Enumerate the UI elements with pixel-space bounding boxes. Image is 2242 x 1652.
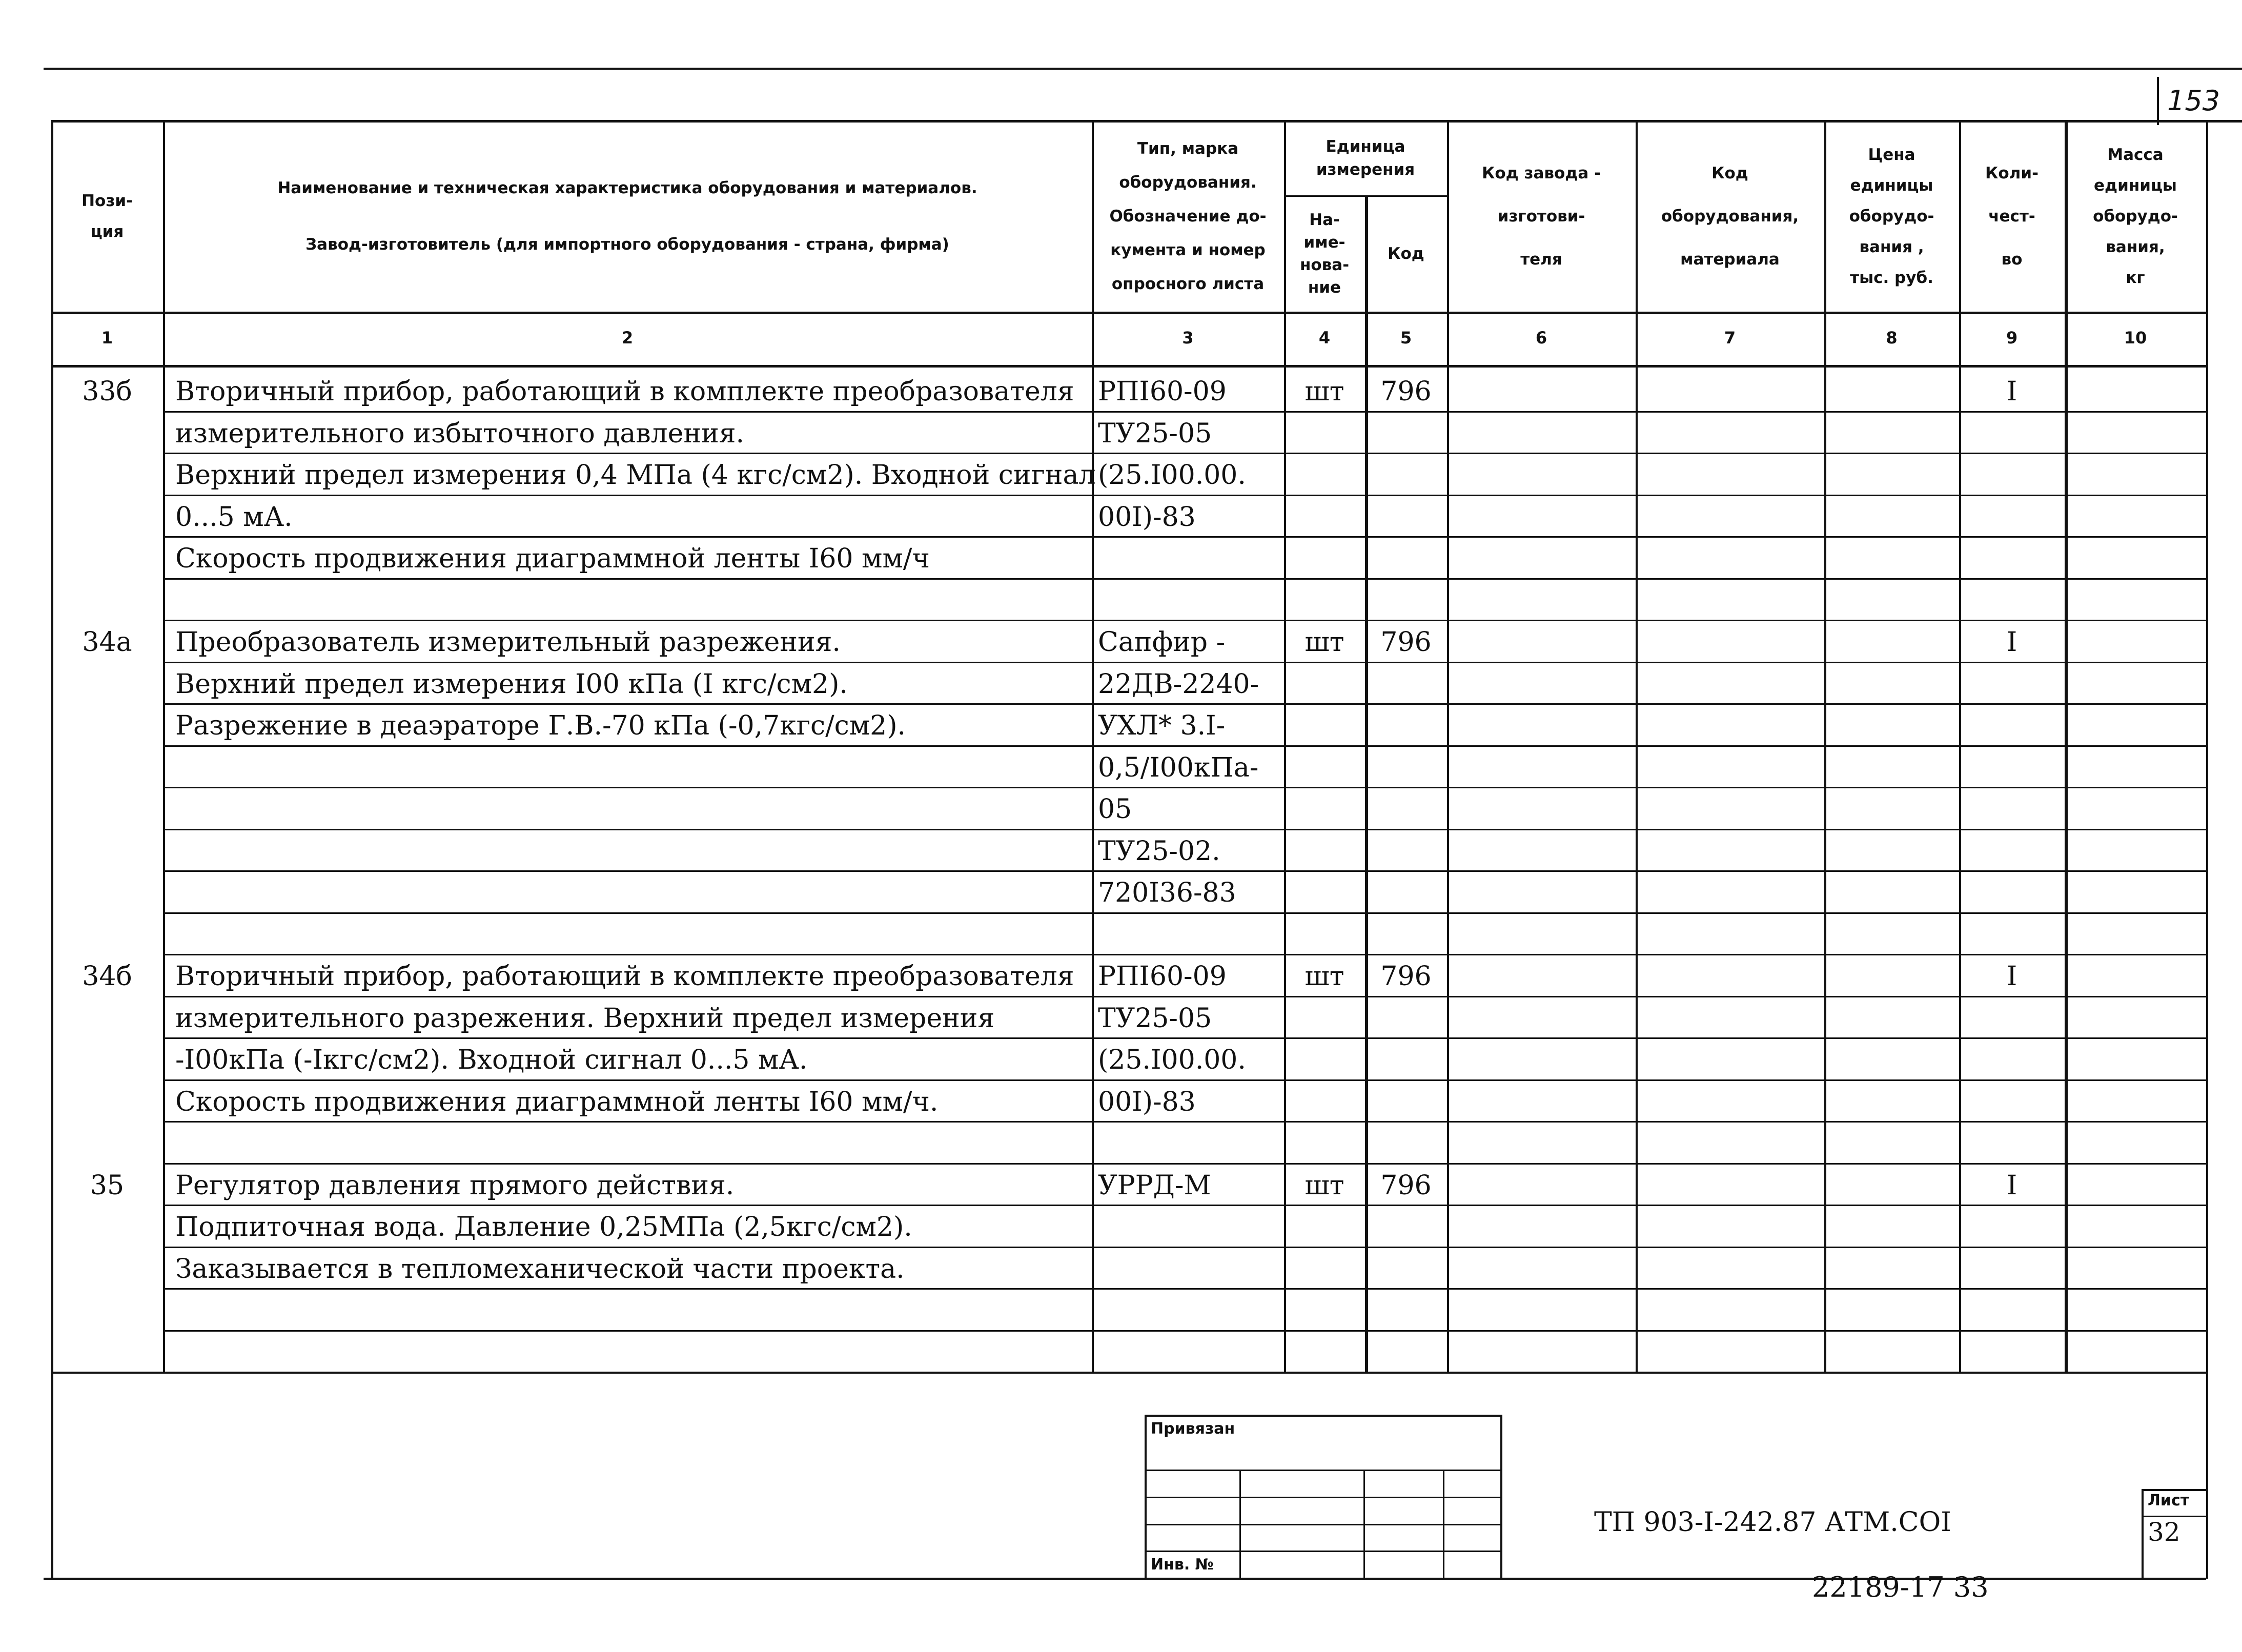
sheet-box-left <box>2142 1489 2144 1579</box>
header-line: Тип, марка <box>1137 139 1239 158</box>
row-divider <box>163 536 2206 538</box>
name-cell: 0...5 мА. <box>175 501 293 533</box>
unit-code-cell: 796 <box>1380 627 1432 658</box>
quantity-cell: I <box>2006 627 2017 658</box>
type-cell: Сапфир - <box>1098 627 1226 658</box>
name-cell: Преобразователь измерительный разрежения. <box>175 627 841 658</box>
header-line: Обозначение до- <box>1109 207 1267 226</box>
header-line: вания, <box>2106 238 2165 256</box>
header-bottom-border <box>51 312 2206 314</box>
corner-sheet-number: 153 <box>2167 85 2220 117</box>
sheet-box-top <box>2142 1489 2206 1491</box>
quantity-cell: I <box>2006 376 2017 407</box>
header-line: опросного листа <box>1111 275 1265 293</box>
row-divider <box>163 996 2206 997</box>
unit-code-cell: 796 <box>1380 961 1432 992</box>
stamp-col-1 <box>1239 1470 1241 1579</box>
header-line: Коли- <box>1985 164 2039 182</box>
column-number: 3 <box>1182 328 1194 348</box>
unit-name-cell: шт <box>1305 961 1344 992</box>
name-cell: Разрежение в деаэраторе Г.В.-70 кПа (-0,7кгс/см2). <box>175 710 906 741</box>
stamp-line-2 <box>1146 1497 1502 1498</box>
header-unit-code <box>1365 195 1447 312</box>
header-line: ние <box>1308 278 1341 297</box>
column-number: 7 <box>1724 328 1736 348</box>
name-cell: Верхний предел измерения I00 кПа (I кгс/см2). <box>175 668 848 700</box>
row-divider <box>163 870 2206 872</box>
row-divider <box>163 1079 2206 1081</box>
header-type <box>1092 121 1284 312</box>
type-cell: ТУ25-02. <box>1098 835 1220 867</box>
header-name <box>163 121 1092 312</box>
header-line: тыс. руб. <box>1850 269 1933 287</box>
numbers-bottom-border <box>51 365 2206 368</box>
header-type-text <box>1109 132 1266 301</box>
header-line: Завод-изготовитель (для импортного оборудования - страна, фирма) <box>305 235 949 254</box>
type-cell: РПI60-09 <box>1098 961 1227 992</box>
stamp-col-2 <box>1363 1470 1365 1579</box>
type-cell: (25.I00.00. <box>1098 1045 1246 1075</box>
column-number: 6 <box>1535 328 1547 348</box>
column-number: 4 <box>1318 328 1331 348</box>
row-divider <box>163 453 2206 454</box>
name-cell: измерительного избыточного давления. <box>175 418 745 449</box>
row-divider <box>163 912 2206 914</box>
position-cell: 34б <box>82 961 132 992</box>
header-line: Единица <box>1326 137 1405 156</box>
header-unit-name-text <box>1300 209 1349 299</box>
header-line: единицы <box>1850 176 1933 195</box>
column-number: 5 <box>1400 328 1412 348</box>
column-number: 9 <box>2006 328 2018 348</box>
type-cell: ТУ25-05 <box>1098 1003 1212 1034</box>
stamp-line-3 <box>1146 1524 1502 1525</box>
name-cell: Скорость продвижения диаграммной ленты I60 мм/ч <box>175 543 930 574</box>
sheet-label: Лист <box>2148 1492 2190 1510</box>
row-divider <box>163 1247 2206 1248</box>
header-line: кг <box>2126 269 2145 287</box>
row-divider <box>163 578 2206 580</box>
row-divider <box>163 1037 2206 1039</box>
inventory-label: Инв. № <box>1151 1556 1214 1574</box>
row-divider <box>163 745 2206 747</box>
name-cell: Верхний предел измерения 0,4 МПа (4 кгс/см2). Входной сигнал <box>175 460 1096 491</box>
header-line: Наименование и техническая характеристика оборудования и материалов. <box>277 179 977 197</box>
stamp-line-1 <box>1146 1470 1502 1471</box>
header-line: ция <box>90 222 124 241</box>
header-price <box>1824 121 1959 312</box>
header-quantity-text <box>1985 152 2039 281</box>
linked-label: Привязан <box>1151 1420 1235 1438</box>
name-cell: Подпиточная вода. Давление 0,25МПа (2,5кгс/см2). <box>175 1212 912 1242</box>
header-unit-name <box>1284 195 1365 312</box>
header-factory-code <box>1447 121 1636 312</box>
header-line: име- <box>1303 233 1346 252</box>
column-number: 10 <box>2124 328 2147 348</box>
frame-right <box>2206 121 2208 1579</box>
quantity-cell: I <box>2006 961 2017 992</box>
name-cell: Вторичный прибор, работающий в комплекте преобразователя <box>175 376 1074 407</box>
type-cell: 00I)-83 <box>1098 501 1196 533</box>
type-cell: УРРД-М <box>1098 1170 1211 1201</box>
header-mass-text <box>2093 139 2178 293</box>
top-rule <box>44 68 2242 70</box>
header-position-text <box>81 186 133 247</box>
header-equipment-code-text <box>1661 152 1799 281</box>
header-line: изготови- <box>1497 207 1585 226</box>
position-cell: 34а <box>82 627 132 658</box>
header-line: чест- <box>1988 207 2035 226</box>
unit-code-cell: 796 <box>1380 376 1432 407</box>
header-mass <box>2065 121 2206 312</box>
type-cell: РПI60-09 <box>1098 376 1227 407</box>
header-line: Код <box>1388 244 1424 263</box>
header-factory-code-text <box>1482 152 1601 281</box>
header-unit-group <box>1284 121 1447 195</box>
header-line: измерения <box>1316 160 1415 179</box>
row-divider <box>163 1330 2206 1332</box>
header-position <box>51 121 163 312</box>
header-line: материала <box>1680 250 1780 269</box>
name-cell: измерительного разрежения. Верхний предел измерения <box>175 1003 995 1034</box>
row-divider <box>163 829 2206 830</box>
type-cell: 22ДВ-2240- <box>1098 668 1259 700</box>
header-line: Код завода - <box>1482 164 1601 182</box>
header-name-text <box>277 160 977 273</box>
column-number: 8 <box>1886 328 1898 348</box>
header-unit-group-text <box>1316 135 1415 181</box>
header-unit-code-text <box>1388 238 1424 269</box>
type-cell: 00I)-83 <box>1098 1086 1196 1117</box>
unit-code-cell: 796 <box>1380 1170 1432 1201</box>
header-line: вания , <box>1859 238 1924 256</box>
type-cell: 0,5/I00кПа- <box>1098 752 1259 783</box>
unit-name-cell: шт <box>1305 627 1344 658</box>
row-divider <box>163 1205 2206 1206</box>
column-number: 2 <box>621 328 634 348</box>
stamp-col-3 <box>1443 1470 1444 1579</box>
column-number: 1 <box>101 328 113 348</box>
row-divider <box>163 411 2206 413</box>
quantity-cell: I <box>2006 1170 2017 1201</box>
row-divider <box>163 495 2206 496</box>
row-divider <box>163 787 2206 788</box>
header-line: Пози- <box>81 192 133 210</box>
sheet-value: 32 <box>2148 1517 2180 1547</box>
header-line: оборудования, <box>1661 207 1799 226</box>
type-cell: (25.I00.00. <box>1098 460 1246 491</box>
header-line: оборудо- <box>2093 207 2178 226</box>
position-cell: 33б <box>82 376 132 407</box>
header-line: кумента и номер <box>1110 241 1266 259</box>
header-line: Код <box>1711 164 1748 182</box>
document-code: ТП 903-I-242.87 АТМ.COI <box>1594 1507 1951 1538</box>
row-divider <box>163 1288 2206 1290</box>
type-cell: 05 <box>1098 794 1132 825</box>
type-cell: УХЛ* 3.I- <box>1098 710 1226 741</box>
stamp-top-border <box>1146 1415 1502 1417</box>
header-line: Масса <box>2107 146 2164 164</box>
row-divider <box>163 703 2206 705</box>
name-cell: -I00кПа (-Iкгс/см2). Входной сигнал 0...5 мА. <box>175 1045 808 1075</box>
unit-name-cell: шт <box>1305 1170 1344 1201</box>
archive-number: 22189-17 33 <box>1812 1571 1989 1603</box>
name-cell: Регулятор давления прямого действия. <box>175 1170 735 1201</box>
type-cell: 720I36-83 <box>1098 878 1236 908</box>
row-divider <box>163 1163 2206 1165</box>
table-end-border <box>51 1372 2206 1374</box>
header-line: оборудо- <box>1849 207 1934 226</box>
name-cell: Скорость продвижения диаграммной ленты I60 мм/ч. <box>175 1086 939 1117</box>
row-divider <box>163 954 2206 955</box>
header-line: оборудования. <box>1119 173 1257 192</box>
row-divider <box>163 662 2206 663</box>
type-cell: ТУ25-05 <box>1098 418 1212 449</box>
row-divider <box>163 1121 2206 1123</box>
header-line: теля <box>1520 250 1562 269</box>
header-line: нова- <box>1299 255 1350 274</box>
name-cell: Вторичный прибор, работающий в комплекте преобразователя <box>175 961 1074 992</box>
position-cell: 35 <box>90 1170 125 1201</box>
unit-name-cell: шт <box>1305 376 1344 407</box>
header-equipment-code <box>1636 121 1824 312</box>
header-line: Цена <box>1868 146 1915 164</box>
stamp-line-4 <box>1146 1551 1502 1552</box>
corner-tab-line <box>2157 77 2159 125</box>
header-line: На- <box>1309 210 1340 229</box>
header-quantity <box>1959 121 2065 312</box>
name-cell: Заказывается в тепломеханической части проекта. <box>175 1253 905 1284</box>
header-line: единицы <box>2094 176 2177 195</box>
header-line: во <box>2001 250 2023 269</box>
row-divider <box>163 620 2206 621</box>
header-price-text <box>1849 139 1934 293</box>
